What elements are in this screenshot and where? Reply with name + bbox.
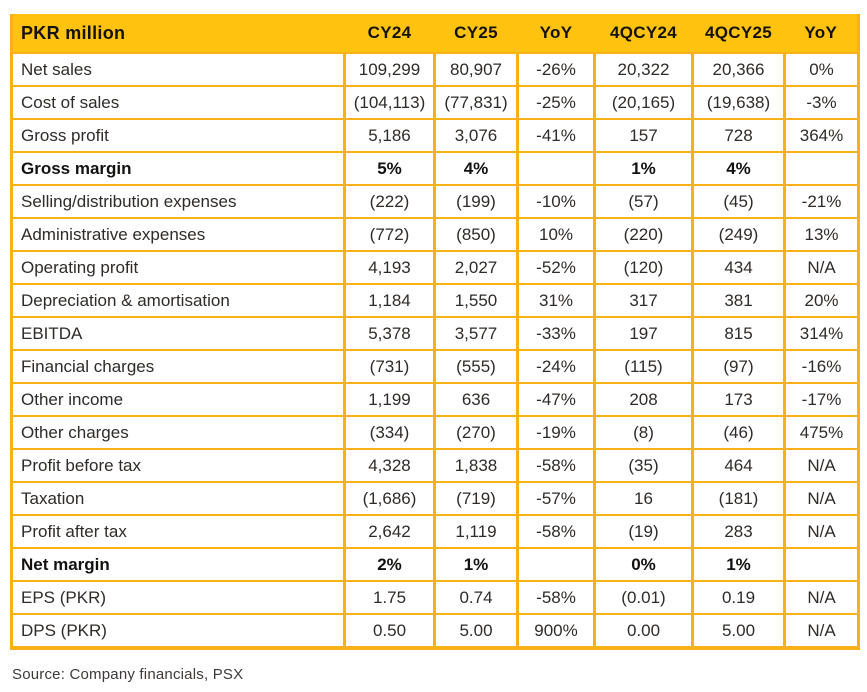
value-cell: 434 — [693, 251, 785, 284]
value-cell: (731) — [345, 350, 435, 383]
value-cell: 2,027 — [435, 251, 518, 284]
value-cell: 1,119 — [435, 515, 518, 548]
row-label: Other charges — [12, 416, 345, 449]
value-cell: 1,838 — [435, 449, 518, 482]
table-row — [12, 416, 859, 449]
value-cell: 31% — [518, 284, 595, 317]
table-title-cell: PKR million — [12, 14, 345, 53]
value-cell: 5.00 — [435, 614, 518, 648]
row-label: Gross margin — [12, 152, 345, 185]
value-cell: (19) — [595, 515, 693, 548]
value-cell: -33% — [518, 317, 595, 350]
value-cell: (1,686) — [345, 482, 435, 515]
value-cell: -19% — [518, 416, 595, 449]
value-cell: -58% — [518, 581, 595, 614]
value-cell: (719) — [435, 482, 518, 515]
value-cell: 0.19 — [693, 581, 785, 614]
value-cell: -26% — [518, 53, 595, 86]
value-cell: (199) — [435, 185, 518, 218]
value-cell: 2% — [345, 548, 435, 581]
value-cell: 0% — [595, 548, 693, 581]
value-cell: 3,076 — [435, 119, 518, 152]
column-header-cy24: CY24 — [345, 14, 435, 53]
value-cell: 1% — [435, 548, 518, 581]
table-row — [12, 218, 859, 251]
value-cell: 5,378 — [345, 317, 435, 350]
value-cell: (77,831) — [435, 86, 518, 119]
row-label: Financial charges — [12, 350, 345, 383]
value-cell: (45) — [693, 185, 785, 218]
value-cell: 3,577 — [435, 317, 518, 350]
value-cell: 283 — [693, 515, 785, 548]
row-label: Selling/distribution expenses — [12, 185, 345, 218]
value-cell: (772) — [345, 218, 435, 251]
value-cell: 5% — [345, 152, 435, 185]
value-cell — [518, 152, 595, 185]
table-row — [12, 119, 859, 152]
value-cell: 636 — [435, 383, 518, 416]
value-cell: 900% — [518, 614, 595, 648]
value-cell: 80,907 — [435, 53, 518, 86]
value-cell: (8) — [595, 416, 693, 449]
column-header-4qcy25: 4QCY25 — [693, 14, 785, 53]
value-cell: N/A — [785, 581, 859, 614]
table-row — [12, 152, 859, 185]
row-label: Gross profit — [12, 119, 345, 152]
column-header-cy25: CY25 — [435, 14, 518, 53]
table-header-row — [12, 14, 859, 53]
value-cell: 4,193 — [345, 251, 435, 284]
table-row — [12, 350, 859, 383]
table-row — [12, 185, 859, 218]
value-cell: 0% — [785, 53, 859, 86]
financials-table — [10, 14, 860, 650]
value-cell — [518, 548, 595, 581]
value-cell: 464 — [693, 449, 785, 482]
value-cell: (222) — [345, 185, 435, 218]
value-cell: -52% — [518, 251, 595, 284]
value-cell: 728 — [693, 119, 785, 152]
value-cell: 1% — [595, 152, 693, 185]
value-cell: 364% — [785, 119, 859, 152]
value-cell: (120) — [595, 251, 693, 284]
value-cell: 317 — [595, 284, 693, 317]
value-cell: 4,328 — [345, 449, 435, 482]
value-cell: (35) — [595, 449, 693, 482]
row-label: EBITDA — [12, 317, 345, 350]
table-row — [12, 53, 859, 86]
row-label: Administrative expenses — [12, 218, 345, 251]
table-row — [12, 581, 859, 614]
value-cell: 4% — [693, 152, 785, 185]
table-row — [12, 317, 859, 350]
value-cell: 314% — [785, 317, 859, 350]
row-label: Operating profit — [12, 251, 345, 284]
value-cell: 20,366 — [693, 53, 785, 86]
value-cell: -21% — [785, 185, 859, 218]
row-label: Net sales — [12, 53, 345, 86]
value-cell: (20,165) — [595, 86, 693, 119]
value-cell: 109,299 — [345, 53, 435, 86]
value-cell: 1.75 — [345, 581, 435, 614]
value-cell: N/A — [785, 251, 859, 284]
table-body — [12, 53, 859, 648]
table-row — [12, 482, 859, 515]
value-cell: 5.00 — [693, 614, 785, 648]
value-cell: -41% — [518, 119, 595, 152]
value-cell: 20,322 — [595, 53, 693, 86]
value-cell: 2,642 — [345, 515, 435, 548]
value-cell: -10% — [518, 185, 595, 218]
table-row — [12, 284, 859, 317]
value-cell: 208 — [595, 383, 693, 416]
value-cell: 0.00 — [595, 614, 693, 648]
row-label: Profit before tax — [12, 449, 345, 482]
value-cell: N/A — [785, 614, 859, 648]
value-cell: (46) — [693, 416, 785, 449]
value-cell: 815 — [693, 317, 785, 350]
value-cell: -57% — [518, 482, 595, 515]
value-cell: (97) — [693, 350, 785, 383]
value-cell: 5,186 — [345, 119, 435, 152]
value-cell: N/A — [785, 482, 859, 515]
value-cell: -16% — [785, 350, 859, 383]
row-label: Depreciation & amortisation — [12, 284, 345, 317]
row-label: EPS (PKR) — [12, 581, 345, 614]
value-cell: 1,199 — [345, 383, 435, 416]
value-cell: 1,184 — [345, 284, 435, 317]
value-cell: 4% — [435, 152, 518, 185]
value-cell — [785, 548, 859, 581]
row-label: DPS (PKR) — [12, 614, 345, 648]
value-cell: -58% — [518, 515, 595, 548]
value-cell: (220) — [595, 218, 693, 251]
value-cell: 10% — [518, 218, 595, 251]
value-cell: (0.01) — [595, 581, 693, 614]
column-header-yoy-quarter: YoY — [785, 14, 859, 53]
value-cell: (19,638) — [693, 86, 785, 119]
table-row — [12, 548, 859, 581]
row-label: Profit after tax — [12, 515, 345, 548]
source-note: Source: Company financials, PSX — [12, 666, 244, 683]
value-cell: -17% — [785, 383, 859, 416]
value-cell: -25% — [518, 86, 595, 119]
row-label: Cost of sales — [12, 86, 345, 119]
value-cell: (249) — [693, 218, 785, 251]
row-label: Taxation — [12, 482, 345, 515]
value-cell: 20% — [785, 284, 859, 317]
value-cell: -58% — [518, 449, 595, 482]
table-row — [12, 614, 859, 648]
value-cell: (555) — [435, 350, 518, 383]
value-cell: (334) — [345, 416, 435, 449]
value-cell: (115) — [595, 350, 693, 383]
table-row — [12, 86, 859, 119]
value-cell: 475% — [785, 416, 859, 449]
value-cell: -47% — [518, 383, 595, 416]
row-label: Other income — [12, 383, 345, 416]
value-cell: N/A — [785, 515, 859, 548]
value-cell: 381 — [693, 284, 785, 317]
row-label: Net margin — [12, 548, 345, 581]
table-row — [12, 449, 859, 482]
value-cell: -24% — [518, 350, 595, 383]
value-cell: (181) — [693, 482, 785, 515]
value-cell: (850) — [435, 218, 518, 251]
value-cell: 1,550 — [435, 284, 518, 317]
table-row — [12, 383, 859, 416]
value-cell: 0.74 — [435, 581, 518, 614]
column-header-yoy: YoY — [518, 14, 595, 53]
table-row — [12, 515, 859, 548]
value-cell: 0.50 — [345, 614, 435, 648]
value-cell: (270) — [435, 416, 518, 449]
value-cell: 16 — [595, 482, 693, 515]
value-cell: 1% — [693, 548, 785, 581]
value-cell: 173 — [693, 383, 785, 416]
value-cell: 157 — [595, 119, 693, 152]
value-cell: (57) — [595, 185, 693, 218]
value-cell — [785, 152, 859, 185]
value-cell: 13% — [785, 218, 859, 251]
value-cell: -3% — [785, 86, 859, 119]
table-row — [12, 251, 859, 284]
value-cell: N/A — [785, 449, 859, 482]
column-header-4qcy24: 4QCY24 — [595, 14, 693, 53]
value-cell: (104,113) — [345, 86, 435, 119]
value-cell: 197 — [595, 317, 693, 350]
